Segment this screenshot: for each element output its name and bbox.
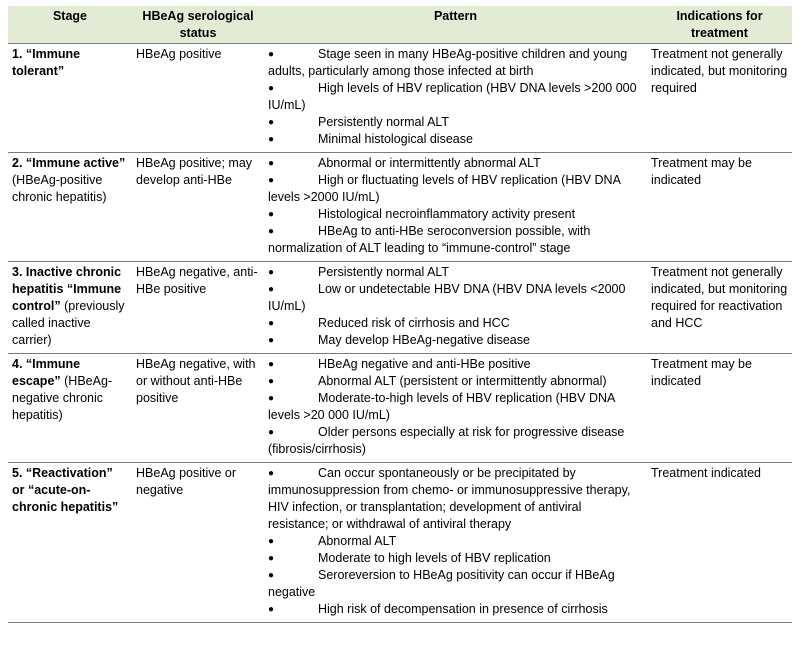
treatment-cell: Treatment may be indicated bbox=[647, 354, 792, 463]
pattern-text: Stage seen in many HBeAg-positive children and young adults, particularly among those infected at birth bbox=[268, 47, 628, 78]
pattern-list bbox=[268, 264, 643, 349]
treatment-cell: Treatment may be indicated bbox=[647, 153, 792, 262]
pattern-item bbox=[268, 356, 643, 373]
stage-name: 1. “Immune tolerant” bbox=[12, 47, 81, 78]
pattern-item bbox=[268, 465, 643, 533]
bullet-icon: ● bbox=[268, 226, 275, 237]
treatment-cell: Treatment not generally indicated, but monitoring required for reactivation and HCC bbox=[647, 262, 792, 354]
table-row bbox=[8, 262, 792, 354]
pattern-item bbox=[268, 315, 643, 332]
pattern-item bbox=[268, 206, 643, 223]
pattern-text: Histological necroinflammatory activity present bbox=[318, 207, 576, 221]
pattern-list bbox=[268, 465, 643, 618]
pattern-text: Reduced risk of cirrhosis and HCC bbox=[318, 316, 510, 330]
pattern-text: Abnormal or intermittently abnormal ALT bbox=[318, 156, 541, 170]
table-row bbox=[8, 153, 792, 262]
bullet-icon: ● bbox=[268, 335, 275, 346]
bullet-icon: ● bbox=[268, 267, 275, 278]
pattern-text: Older persons especially at risk for progressive disease (fibrosis/cirrhosis) bbox=[268, 425, 625, 456]
pattern-text: Persistently normal ALT bbox=[318, 115, 450, 129]
table-header bbox=[8, 6, 792, 44]
header-row bbox=[8, 6, 792, 44]
pattern-item bbox=[268, 114, 643, 131]
pattern-cell bbox=[264, 354, 647, 463]
pattern-text: Abnormal ALT bbox=[318, 534, 397, 548]
pattern-item bbox=[268, 332, 643, 349]
bullet-icon: ● bbox=[268, 570, 275, 581]
pattern-item bbox=[268, 373, 643, 390]
treatment-cell: Treatment indicated bbox=[647, 463, 792, 623]
stage-cell bbox=[8, 153, 132, 262]
header-stage: Stage bbox=[8, 6, 132, 44]
stage-name: 3. Inactive chronic hepatitis “Immune control” bbox=[12, 265, 122, 313]
pattern-item bbox=[268, 131, 643, 148]
pattern-item bbox=[268, 80, 643, 114]
pattern-item bbox=[268, 46, 643, 80]
bullet-icon: ● bbox=[268, 427, 275, 438]
pattern-text: Seroreversion to HBeAg positivity can occur if HBeAg negative bbox=[268, 568, 615, 599]
pattern-text: HBeAg negative and anti-HBe positive bbox=[318, 357, 531, 371]
table-row bbox=[8, 463, 792, 623]
table-row bbox=[8, 44, 792, 153]
pattern-item bbox=[268, 390, 643, 424]
pattern-text: Moderate to high levels of HBV replication bbox=[318, 551, 551, 565]
pattern-text: Abnormal ALT (persistent or intermittently abnormal) bbox=[318, 374, 607, 388]
pattern-item bbox=[268, 281, 643, 315]
pattern-text: Persistently normal ALT bbox=[318, 265, 450, 279]
bullet-icon: ● bbox=[268, 284, 275, 295]
stage-name: 2. “Immune active” bbox=[12, 156, 126, 170]
pattern-text: Can occur spontaneously or be precipitated by immunosuppression from chemo- or immunosuppressive therapy, HIV infection, or transplantation; development of antiviral resistance; or withdrawal of antiviral therapy bbox=[268, 466, 631, 531]
serological-status-cell: HBeAg positive or negative bbox=[132, 463, 264, 623]
pattern-text: May develop HBeAg-negative disease bbox=[318, 333, 530, 347]
bullet-icon: ● bbox=[268, 49, 275, 60]
bullet-icon: ● bbox=[268, 359, 275, 370]
stage-cell bbox=[8, 463, 132, 623]
serological-status-cell: HBeAg negative, with or without anti-HBe positive bbox=[132, 354, 264, 463]
pattern-cell bbox=[264, 262, 647, 354]
stage-name: 4. “Immune escape” bbox=[12, 357, 81, 388]
bullet-icon: ● bbox=[268, 393, 275, 404]
bullet-icon: ● bbox=[268, 83, 275, 94]
pattern-item bbox=[268, 533, 643, 550]
bullet-icon: ● bbox=[268, 318, 275, 329]
pattern-item bbox=[268, 567, 643, 601]
pattern-list bbox=[268, 155, 643, 257]
bullet-icon: ● bbox=[268, 468, 275, 479]
bullet-icon: ● bbox=[268, 376, 275, 387]
table-body bbox=[8, 44, 792, 623]
pattern-item bbox=[268, 601, 643, 618]
pattern-list bbox=[268, 46, 643, 148]
pattern-item bbox=[268, 223, 643, 257]
pattern-item bbox=[268, 172, 643, 206]
stage-description: (HBeAg-positive chronic hepatitis) bbox=[12, 173, 107, 204]
pattern-item bbox=[268, 264, 643, 281]
header-pattern: Pattern bbox=[264, 6, 647, 44]
pattern-item bbox=[268, 424, 643, 458]
pattern-cell bbox=[264, 44, 647, 153]
table-row bbox=[8, 354, 792, 463]
pattern-item bbox=[268, 155, 643, 172]
bullet-icon: ● bbox=[268, 117, 275, 128]
pattern-item bbox=[268, 550, 643, 567]
pattern-text: High risk of decompensation in presence of cirrhosis bbox=[318, 602, 608, 616]
bullet-icon: ● bbox=[268, 158, 275, 169]
bullet-icon: ● bbox=[268, 175, 275, 186]
bullet-icon: ● bbox=[268, 604, 275, 615]
pattern-text: HBeAg to anti-HBe seroconversion possible, with normalization of ALT leading to “immune-control” stage bbox=[268, 224, 591, 255]
pattern-cell bbox=[264, 463, 647, 623]
pattern-text: Low or undetectable HBV DNA (HBV DNA levels <2000 IU/mL) bbox=[268, 282, 626, 313]
hbv-stages-table bbox=[8, 6, 792, 623]
stage-description: (previously called inactive carrier) bbox=[12, 299, 125, 347]
stage-description: (HBeAg-negative chronic hepatitis) bbox=[12, 374, 113, 422]
stage-cell bbox=[8, 354, 132, 463]
serological-status-cell: HBeAg positive bbox=[132, 44, 264, 153]
stage-name: 5. “Reactivation” or “acute-on-chronic hepatitis” bbox=[12, 466, 119, 514]
pattern-text: Minimal histological disease bbox=[318, 132, 473, 146]
pattern-text: High or fluctuating levels of HBV replication (HBV DNA levels >2000 IU/mL) bbox=[268, 173, 621, 204]
header-serological-status: HBeAg serological status bbox=[132, 6, 264, 44]
pattern-text: High levels of HBV replication (HBV DNA levels >200 000 IU/mL) bbox=[268, 81, 637, 112]
serological-status-cell: HBeAg positive; may develop anti-HBe bbox=[132, 153, 264, 262]
treatment-cell: Treatment not generally indicated, but monitoring required bbox=[647, 44, 792, 153]
serological-status-cell: HBeAg negative, anti-HBe positive bbox=[132, 262, 264, 354]
bullet-icon: ● bbox=[268, 209, 275, 220]
stage-cell bbox=[8, 262, 132, 354]
header-indications: Indications for treatment bbox=[647, 6, 792, 44]
pattern-list bbox=[268, 356, 643, 458]
bullet-icon: ● bbox=[268, 134, 275, 145]
stage-cell bbox=[8, 44, 132, 153]
bullet-icon: ● bbox=[268, 536, 275, 547]
bullet-icon: ● bbox=[268, 553, 275, 564]
pattern-text: Moderate-to-high levels of HBV replication (HBV DNA levels >20 000 IU/mL) bbox=[268, 391, 615, 422]
pattern-cell bbox=[264, 153, 647, 262]
